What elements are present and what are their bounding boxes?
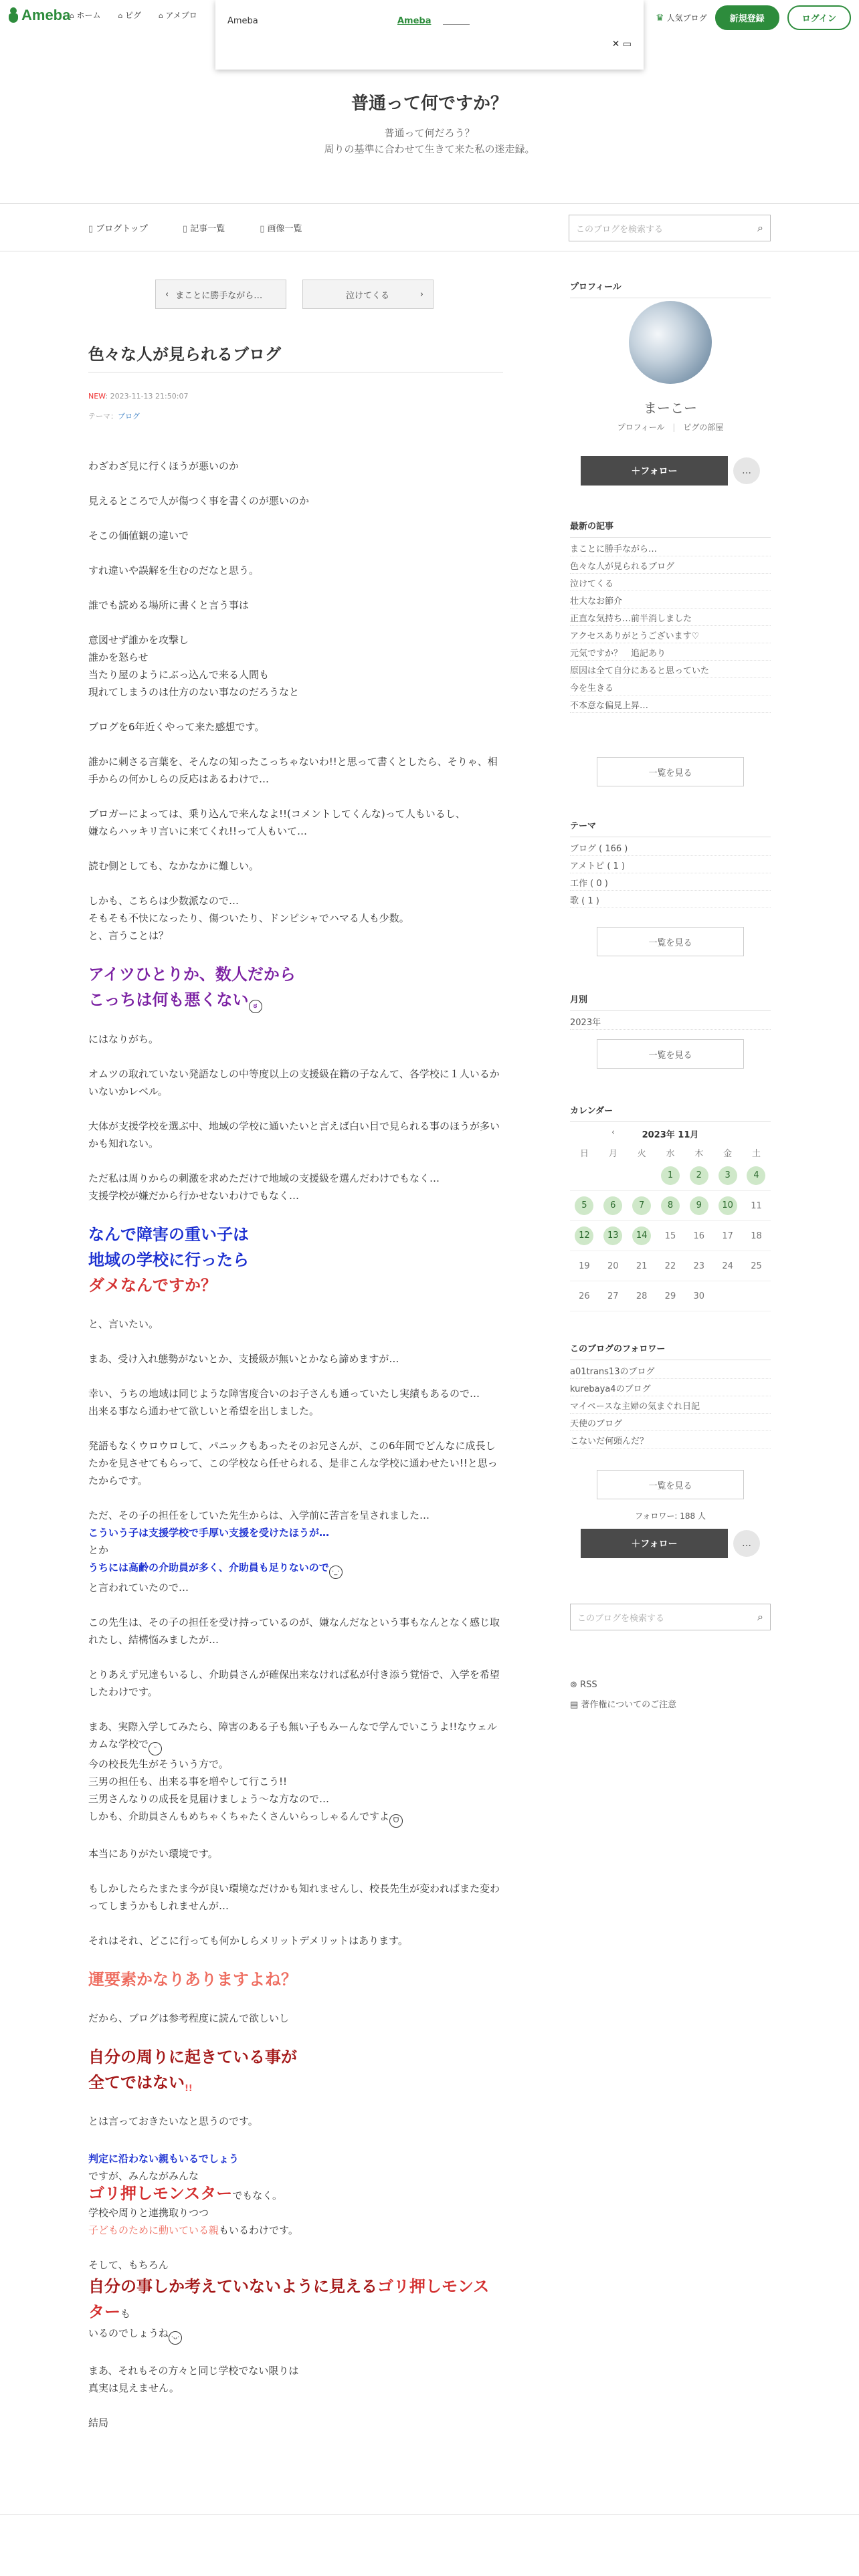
line: そもそも不快になったり、傷ついたり、ドンピシャでハマる人も少数。 [88, 912, 409, 924]
calendar-day-number: 6 [603, 1196, 622, 1215]
calendar-heading: カレンダー [570, 1103, 771, 1122]
calendar-day [628, 1261, 656, 1271]
blog-desc-line-2: 周りの基準に合わせて生きて来た私の迷走録。 [324, 143, 535, 155]
calendar-day-number: 18 [751, 1230, 762, 1241]
emphasis-line: ダメなんですか？ [88, 1276, 217, 1295]
weekday-label: 水 [666, 1148, 675, 1159]
emphasis-line: なんで障害の重い子は [88, 1225, 249, 1244]
theme-link[interactable]: ブログ ( 166 ) [570, 839, 771, 856]
paragraph: 読む側としても、なかなかに難しい。 [88, 860, 260, 872]
sidebar-search-input[interactable] [570, 1604, 771, 1630]
paragraph: まあ、受け入れ態勢がないとか、支援級が無いとかなら諦めますが… [88, 1353, 399, 1365]
calendar-day [742, 1261, 771, 1271]
line: 学校や周りと連携取りつつ [88, 2207, 209, 2219]
chevron-left-icon[interactable]: ‹ [611, 1128, 615, 1138]
profile-name[interactable]: まーこー [644, 400, 697, 416]
line: でもなく。 [232, 2189, 282, 2202]
paragraph-group [88, 631, 503, 701]
emphasis-inline: ゴリ押しモンスター [88, 2277, 490, 2321]
calendar-day-number: 25 [751, 1261, 762, 1271]
line: 現れてしまうのは仕方のない事なのだろうなと [88, 686, 300, 698]
theme-link[interactable]: 工作 ( 0 ) [570, 873, 771, 891]
recent-article-link[interactable]: 壮大なお節介 [570, 591, 771, 609]
emphasis-inline: ゴリ押しモンスター [88, 2184, 233, 2203]
line: 三男さんなりの成長を見届けましょう〜な方なので… [88, 1793, 330, 1805]
calendar-week [570, 1161, 771, 1191]
rss-icon: ⊚ [570, 1680, 581, 1690]
line: しかも、こちらは少数派なので… [88, 895, 240, 907]
recent-article-link[interactable]: 泣けてくる [570, 574, 771, 591]
calendar-month: 2023年 11月 [642, 1130, 699, 1140]
line: 支援学校が嫌だから行かせないわけでもなく… [88, 1190, 300, 1202]
line: もいるわけです。 [219, 2224, 298, 2236]
new-badge: NEW [88, 392, 106, 401]
calendar-day-number: 10 [719, 1196, 737, 1215]
follower-link[interactable]: こないだ何頭んだ？ [570, 1431, 771, 1448]
weekday-label: 金 [723, 1148, 733, 1159]
line: 誰かを怒らせ [88, 651, 149, 663]
chevron-left-icon: ‹ [165, 289, 169, 300]
recent-article-link[interactable]: 今を生きる [570, 678, 771, 695]
calendar-day-number: 2 [690, 1166, 708, 1185]
search-icon[interactable]: ⌕ [757, 221, 763, 234]
calendar-day-number: 28 [636, 1291, 648, 1301]
angry-face-icon: ಠ [249, 1000, 262, 1013]
calendar-day [599, 1261, 628, 1271]
paragraph-group [88, 2150, 503, 2239]
chevron-right-icon: › [419, 289, 423, 300]
month-link[interactable]: 2023年 [570, 1012, 771, 1030]
paragraph: とりあえず兄達もいるし、介助員さんが確保出来なければ私が付き添う覚悟で、入学を希望したわけです。 [88, 1669, 500, 1698]
followers-heading: このブログのフォロワー [570, 1341, 771, 1360]
calendar-day [713, 1261, 742, 1271]
line: いるのでしょうね [88, 2327, 169, 2339]
monthly-list [570, 1012, 771, 1030]
calendar-week [570, 1191, 771, 1221]
heading-emphasis [88, 1222, 503, 1298]
header-actions [656, 5, 851, 30]
line: 真実は見えません。 [88, 2382, 179, 2394]
ameba-logo-text: Ameba [21, 7, 71, 23]
calendar-day-number: 19 [579, 1261, 590, 1271]
paragraph: にはなりがち。 [88, 1033, 159, 1045]
calendar-day-number: 16 [693, 1230, 705, 1241]
theme-link[interactable]: ブログ [118, 412, 140, 421]
calendar-day-number: 11 [751, 1200, 762, 1211]
follower-link[interactable]: a01trans13のブログ [570, 1362, 771, 1379]
line: 意図せず誰かを攻撃し [88, 634, 189, 646]
calendar-day-number: 26 [579, 1291, 590, 1301]
calendar-day-number: 21 [636, 1261, 648, 1271]
blog-search-input[interactable] [569, 215, 771, 241]
prev-article-button[interactable] [155, 280, 286, 309]
article-meta: NEW: 2023-11-13 21:50:07 [88, 392, 189, 401]
recent-article-link[interactable]: 元気ですか？ 追記あり [570, 643, 771, 661]
paragraph: とは言っておきたいなと思うのです。 [88, 2115, 258, 2127]
paragraph: もしかしたらたまたま今が良い環境なだけかも知れませんし、校長先生が変わればまた変わってしまうかもしれませんが… [88, 1883, 500, 1912]
calendar-day [742, 1231, 771, 1241]
paragraph-group [88, 1718, 503, 1828]
calendar-day [742, 1201, 771, 1211]
calendar-day [656, 1231, 685, 1241]
weekday-label: 火 [637, 1148, 646, 1159]
recent-article-link[interactable]: 色々な人が見られるブログ [570, 556, 771, 574]
calendar-day [656, 1291, 685, 1301]
ad-divider [443, 24, 470, 25]
emphasis-inline: 自分の事しか考えていないように見える [88, 2277, 377, 2296]
nav-blog-top[interactable]: ▯ ブログトップ [88, 221, 148, 234]
recent-article-link[interactable]: 正直な気持ち…前半消しました [570, 609, 771, 626]
calendar-day-posted[interactable] [570, 1226, 599, 1245]
ad-link[interactable]: Ameba [397, 16, 432, 26]
calendar-day-posted[interactable] [656, 1196, 685, 1215]
calendar-day-number: 17 [722, 1230, 733, 1241]
ad-banner [215, 0, 644, 70]
line: 幸い、うちの地域は同じような障害度合いのお子さんも通っていたし実績もあるので… [88, 1388, 480, 1400]
calendar-day-number: 4 [747, 1166, 765, 1185]
paragraph-group [88, 805, 503, 840]
line: 出来る事なら通わせて欲しいと希望を出しました。 [88, 1405, 320, 1417]
paragraph: わざわざ見に行くほうが悪いのか [88, 460, 240, 472]
heading-emphasis [88, 962, 503, 1013]
blog-description [0, 125, 859, 157]
signup-button[interactable]: 新規登録 [715, 5, 779, 30]
avatar[interactable] [629, 301, 712, 384]
heading-emphasis: 運要素かなりありますよね？ [88, 1970, 297, 1989]
article-date: 2023-11-13 21:50:07 [110, 392, 189, 401]
line: ただ、その子の担任をしていた先生からは、入学前に苦言を呈されました… [88, 1509, 430, 1521]
calendar-day-number: 30 [693, 1291, 705, 1301]
more-options-button-bottom[interactable]: … [733, 1530, 760, 1557]
profile-links: プロフィール | ピグの部屋 [617, 423, 724, 432]
calendar-day-number: 7 [632, 1196, 651, 1215]
blog-title[interactable]: 普通って何ですか？ [351, 94, 508, 114]
copyright-label: 著作権についてのご注意 [581, 1700, 677, 1710]
calendar-week [570, 1281, 771, 1311]
weekday-label: 土 [751, 1148, 761, 1159]
calendar-day-number: 3 [719, 1166, 737, 1185]
search-placeholder: このブログを検索する [576, 224, 664, 235]
paragraph: すれ違いや誤解を生むのだなと思う。 [88, 564, 260, 576]
exclamation-icon: !! [185, 2084, 193, 2094]
paragraph-group [88, 1385, 503, 1420]
calendar-day-number: 22 [664, 1261, 676, 1271]
paragraph: ブログを6年近くやって来た感想です。 [88, 721, 265, 733]
paragraph: 見えるところで人が傷つく事を書くのが悪いのか [88, 495, 309, 507]
theme-label: テーマ： [88, 412, 118, 421]
paragraph: だから、ブログは参考程度に読んで欲しいし [88, 2012, 290, 2024]
sad-face-icon: ·_· [329, 1566, 343, 1579]
calendar-week [570, 1251, 771, 1281]
quote-line: 判定に沿わない親もいるでしょう [88, 2153, 239, 2165]
calendar-day-posted[interactable] [713, 1196, 742, 1215]
profile-heading: プロフィール [570, 280, 771, 298]
line: まあ、それもその方々と同じ学校でない限りは [88, 2365, 299, 2377]
paragraph-group [88, 2256, 503, 2345]
calendar-title [570, 1128, 771, 1140]
article-title[interactable]: 色々な人が見られるブログ [88, 345, 281, 364]
calendar-day [628, 1291, 656, 1301]
search-icon[interactable]: ⌕ [757, 1610, 763, 1623]
next-article-label: 泣けてくる [346, 290, 390, 301]
blog-desc-line-1: 普通って何だろう？ [384, 127, 475, 139]
paragraph: 大体が支援学校を選ぶ中、地域の学校に通いたいと言えば白い目で見られる事のほうが多いかも知れない。 [88, 1120, 500, 1150]
line: とか [88, 1544, 109, 1556]
followers-list-button[interactable]: 一覧を見る [597, 1470, 744, 1499]
calendar-day-number: 29 [664, 1291, 676, 1301]
quote-line: こういう子は支援学校で手厚い支援を受けたほうが… [88, 1527, 330, 1539]
line: しかも、介助員さんもめちゃくちゃたくさんいらっしゃるんですよ [88, 1810, 390, 1822]
emphasis-line: アイツひとりか、数人だから [88, 965, 296, 984]
calendar-day-posted[interactable] [742, 1166, 771, 1185]
login-button[interactable]: ログイン [787, 5, 851, 30]
calendar-day [656, 1261, 685, 1271]
ameba-logo-icon [8, 7, 19, 23]
follow-button-bottom[interactable]: ＋フォロー [581, 1529, 728, 1558]
calendar-day-number: 13 [603, 1226, 622, 1245]
paragraph: 本当にありがたい環境です。 [88, 1848, 218, 1860]
paragraph-group [88, 1507, 503, 1596]
calendar-day [570, 1261, 599, 1271]
recent-article-link[interactable]: 原因は全て自分にあると思っていた [570, 661, 771, 678]
follower-link[interactable]: 天使のブログ [570, 1414, 771, 1431]
heading-emphasis [88, 2044, 503, 2095]
ad-brand: Ameba [227, 16, 258, 26]
copyright-link[interactable] [570, 1697, 676, 1710]
followers-list [570, 1362, 771, 1448]
nav-ameblo[interactable]: ⌂ アメブロ [159, 9, 197, 21]
global-nav [70, 9, 197, 21]
paragraph-group [88, 892, 503, 944]
popular-blog-link[interactable] [656, 12, 707, 23]
calendar-day-posted[interactable] [684, 1166, 713, 1185]
article-body [88, 457, 503, 2449]
emphasis-line: 地域の学校に行ったら [88, 1251, 249, 1269]
weekday-label: 月 [608, 1148, 617, 1159]
calendar-day [570, 1291, 599, 1301]
sweat-face-icon: ·ᴗ· [169, 2331, 182, 2345]
calendar-day-posted[interactable] [656, 1166, 685, 1185]
theme-link[interactable]: 歌 ( 1 ) [570, 891, 771, 908]
line: 三男の担任も、出来る事を増やして行こう!! [88, 1776, 288, 1788]
emphasis-inline: 子どものために動いている親 [88, 2224, 219, 2236]
follower-count: フォロワー: 188 人 [635, 1511, 706, 1521]
line: そして、もちろん [88, 2259, 169, 2271]
theme-link[interactable]: アメトピ ( 1 ) [570, 856, 771, 873]
smile-face-icon: ᵕ [149, 1742, 162, 1755]
crown-icon: ♛ [656, 12, 664, 23]
paragraph: 発語もなくウロウロして、パニックもあったそのお兄さんが、この6年間でどんなに成長したかを見させてもらって、この学校なら任せられる、是非こんな学校に通わせたい!!と思ったからです。 [88, 1440, 498, 1487]
calendar-day-number: 27 [607, 1291, 619, 1301]
paragraph: オムツの取れていない発語なしの中等度以上の支援級在籍の子なんて、各学校に１人いるかいないかレベル。 [88, 1068, 500, 1097]
calendar-week [570, 1221, 771, 1251]
nav-home[interactable]: ⌂ ホーム [70, 9, 101, 21]
calendar-day-posted[interactable] [628, 1226, 656, 1245]
theme-list-button[interactable]: 一覧を見る [597, 927, 744, 956]
recent-article-link[interactable]: アクセスありがとうございます♡ [570, 626, 771, 643]
weekday-label: 日 [579, 1148, 589, 1159]
calendar-day-number: 12 [575, 1226, 593, 1245]
calendar-weekdays [570, 1144, 771, 1161]
recent-article-link[interactable]: 不本意な偏見上昇… [570, 695, 771, 713]
nav-article-list[interactable]: ▯ 記事一覧 [183, 221, 225, 234]
calendar-day-posted[interactable] [684, 1196, 713, 1215]
paragraph: 誰でも読める場所に書くと言う事は [88, 599, 250, 611]
paragraph: 誰かに刺さる言葉を、そんなの知ったこっちゃないわ!!と思って書くとしたら、そりゃ、相手からの何かしらの反応はあるわけで… [88, 756, 498, 785]
paragraph-group [88, 2362, 503, 2397]
line: ただ私は周りからの刺激を求めただけで地域の支援級を選んだわけでもなく… [88, 1172, 440, 1184]
nav-pigg[interactable]: ⌂ ピグ [118, 9, 142, 21]
line: 嫌ならハッキリ言いに来てくれ!!って人もいて… [88, 825, 308, 837]
paragraph: この先生は、その子の担任を受け持っているのが、嫌なんだなという事もなんとなく感じ取れたし、結構悩みましたが… [88, 1616, 500, 1646]
monthly-heading: 月別 [570, 992, 771, 1011]
calendar-day-number: 15 [664, 1230, 676, 1241]
calendar-day-posted[interactable] [599, 1196, 628, 1215]
calendar-day-posted[interactable] [713, 1166, 742, 1185]
ad-close-icon[interactable]: ✕ ▭ [611, 39, 632, 49]
prev-article-label: まことに勝手ながら… [175, 290, 263, 301]
line: と、言うことは？ [88, 930, 169, 942]
calendar-day-posted[interactable] [599, 1226, 628, 1245]
line: 今の校長先生がそういう方で。 [88, 1758, 229, 1770]
next-article-button[interactable] [302, 280, 434, 309]
profile-link[interactable]: プロフィール [617, 423, 665, 432]
recent-article-link[interactable]: まことに勝手ながら… [570, 539, 771, 556]
calendar-day [684, 1231, 713, 1241]
calendar-day [684, 1261, 713, 1271]
line: も [120, 2308, 131, 2320]
paragraph-group [88, 1170, 503, 1204]
article-theme [88, 411, 140, 421]
rss-label: RSS [580, 1680, 597, 1690]
calendar-day-number: 14 [632, 1226, 651, 1245]
emphasis-line: 全てではない [88, 2073, 185, 2092]
follow-button[interactable]: ＋フォロー [581, 456, 728, 486]
blog-nav-bar [0, 203, 859, 251]
monthly-list-button[interactable]: 一覧を見る [597, 1039, 744, 1069]
follower-link[interactable]: kurebaya4のブログ [570, 1379, 771, 1396]
document-icon: ▤ [570, 1700, 581, 1710]
pigg-room-link[interactable]: ピグの部屋 [683, 423, 724, 432]
line: ですが、みんながみんな [88, 2170, 199, 2182]
search-placeholder: このブログを検索する [577, 1613, 665, 1624]
calendar-day-number: 24 [722, 1261, 733, 1271]
line: と言われていたので… [88, 1582, 189, 1594]
footer-divider [0, 2514, 859, 2515]
calendar-grid [570, 1144, 771, 1311]
calendar-day-posted[interactable] [628, 1196, 656, 1215]
theme-heading: テーマ [570, 819, 771, 837]
follower-link[interactable]: マイペースな主婦の気まぐれ日記 [570, 1396, 771, 1414]
rss-link[interactable] [570, 1680, 597, 1690]
blog-header [0, 70, 859, 203]
paragraph: 結局 [88, 2417, 109, 2429]
theme-list [570, 839, 771, 908]
calendar-day-posted[interactable] [570, 1196, 599, 1215]
recent-articles-list [570, 539, 771, 713]
calendar-day [713, 1231, 742, 1241]
line: まあ、実際入学してみたら、障害のある子も無い子もみーんなで学んでいこうよ!!なウェルカムな学校で [88, 1721, 497, 1750]
nav-image-list[interactable]: ▯ 画像一覧 [260, 221, 302, 234]
blog-nav [88, 221, 302, 234]
calendar-day-number: 8 [661, 1196, 680, 1215]
laugh-face-icon: ᗜ [389, 1814, 403, 1828]
calendar-day [684, 1291, 713, 1301]
calendar-day-number: 9 [690, 1196, 708, 1215]
recent-list-button[interactable]: 一覧を見る [597, 757, 744, 786]
recent-articles-heading: 最新の記事 [570, 519, 771, 538]
popular-blog-label: 人気ブログ [666, 13, 707, 23]
calendar-day-number: 20 [607, 1261, 619, 1271]
ameba-logo[interactable] [8, 7, 70, 24]
calendar-day-number: 1 [661, 1166, 680, 1185]
paragraph: それはそれ、どこに行っても何かしらメリットデメリットはあります。 [88, 1935, 408, 1947]
weekday-label: 木 [694, 1148, 704, 1159]
line: ブロガーによっては、乗り込んで来んなよ!!(コメントしてくんな)って人もいるし、 [88, 808, 466, 820]
calendar-day [599, 1291, 628, 1301]
calendar-day-number: 5 [575, 1196, 593, 1215]
emphasis-line: こっちは何も悪くない [88, 990, 249, 1009]
paragraph: と、言いたい。 [88, 1318, 159, 1330]
more-options-button[interactable]: … [733, 457, 760, 484]
paragraph: そこの価値観の違いで [88, 530, 189, 542]
emphasis-line: 自分の周りに起きている事が [88, 2048, 297, 2066]
calendar-day-number: 23 [693, 1261, 705, 1271]
quote-line: うちには高齢の介助員が多く、介助員も足りないので [88, 1562, 329, 1574]
line: 当たり屋のようにぶっ込んで来る人間も [88, 669, 270, 681]
